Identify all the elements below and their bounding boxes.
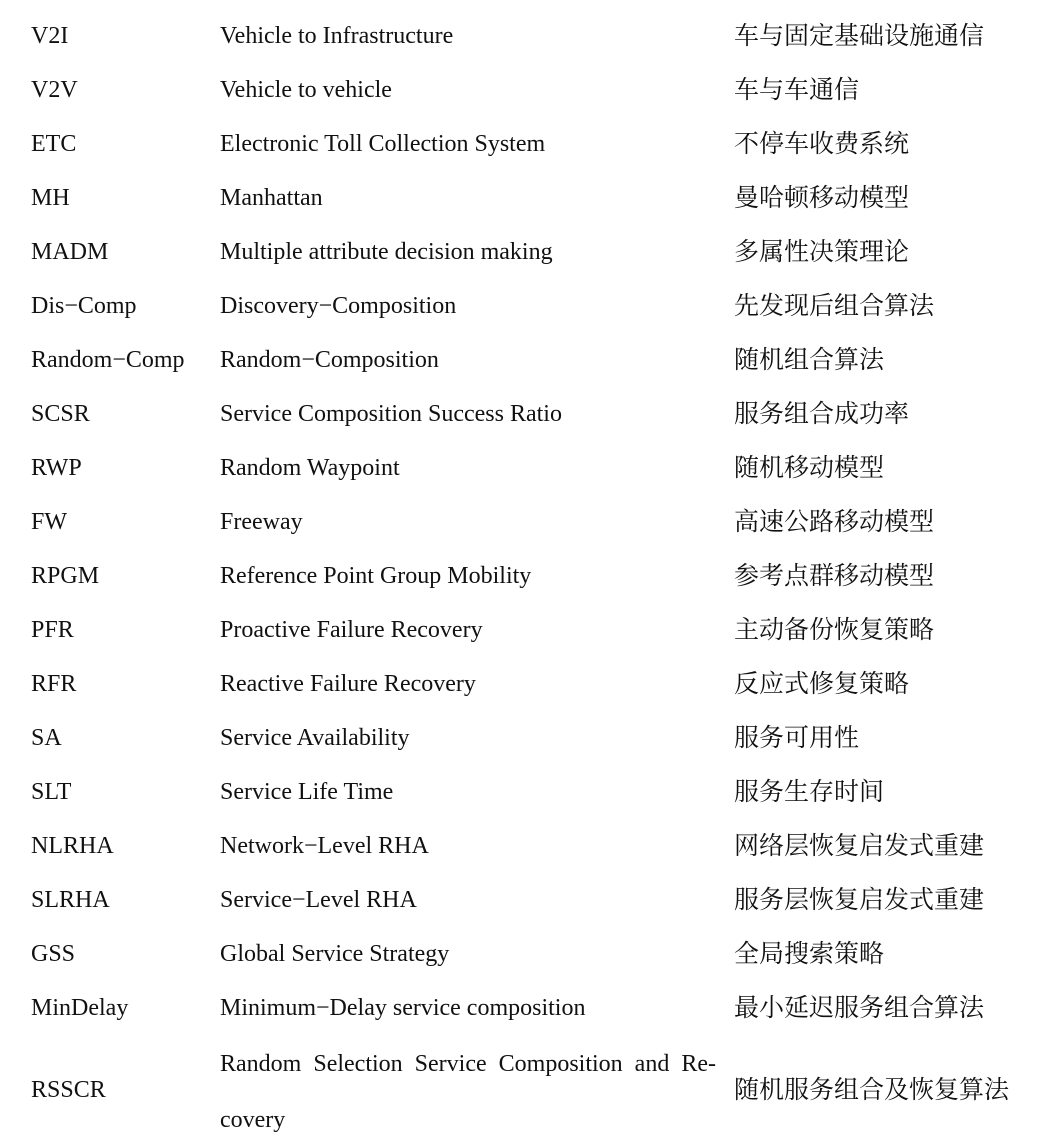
english-term: Multiple attribute decision making [220, 239, 553, 265]
chinese-term: 随机组合算法 [734, 345, 885, 374]
chinese-term: 车与固定基础设施通信 [734, 21, 985, 50]
english-term: Manhattan [220, 185, 323, 211]
chinese-term: 高速公路移动模型 [734, 507, 935, 536]
abbreviation: V2I [31, 23, 69, 49]
abbreviation: MADM [31, 239, 109, 265]
table-row [0, 927, 1062, 981]
table-row [0, 981, 1062, 1035]
english-term: Network−Level RHA [220, 833, 429, 859]
abbreviation: PFR [31, 617, 74, 643]
english-term: Random Waypoint [220, 455, 400, 481]
table-row [0, 9, 1062, 63]
chinese-term: 服务可用性 [734, 723, 860, 752]
chinese-term: 最小延迟服务组合算法 [734, 993, 985, 1022]
english-term: Global Service Strategy [220, 941, 450, 967]
table-row [0, 1036, 1062, 1144]
abbreviation: Dis−Comp [31, 293, 137, 319]
abbreviation: RFR [31, 671, 77, 697]
english-term: Minimum−Delay service composition [220, 995, 586, 1021]
table-row [0, 765, 1062, 819]
table-row [0, 549, 1062, 603]
english-term: Vehicle to vehicle [220, 77, 392, 103]
abbreviation: RSSCR [31, 1077, 106, 1103]
abbreviation: Random−Comp [31, 347, 185, 373]
table-row [0, 495, 1062, 549]
english-term: Freeway [220, 509, 303, 535]
abbreviation: SLRHA [31, 887, 110, 913]
chinese-term: 随机服务组合及恢复算法 [734, 1075, 1010, 1104]
table-row [0, 225, 1062, 279]
table-row [0, 333, 1062, 387]
english-term: Vehicle to Infrastructure [220, 23, 454, 49]
table-row [0, 387, 1062, 441]
english-term: Discovery−Composition [220, 293, 457, 319]
chinese-term: 先发现后组合算法 [734, 291, 935, 320]
abbreviation: NLRHA [31, 833, 114, 859]
table-row [0, 819, 1062, 873]
english-term: Proactive Failure Recovery [220, 617, 483, 643]
table-row [0, 63, 1062, 117]
english-term: Service Life Time [220, 779, 394, 805]
chinese-term: 主动备份恢复策略 [734, 615, 935, 644]
chinese-term: 全局搜索策略 [734, 939, 885, 968]
table-row [0, 171, 1062, 225]
english-term: Reactive Failure Recovery [220, 671, 476, 697]
english-term: Service−Level RHA [220, 887, 417, 913]
abbreviation: SCSR [31, 401, 90, 427]
chinese-term: 服务层恢复启发式重建 [734, 885, 985, 914]
table-row [0, 279, 1062, 333]
chinese-term: 随机移动模型 [734, 453, 885, 482]
english-term: Random Selection Service Composition and Re-covery [220, 1051, 716, 1133]
chinese-term: 不停车收费系统 [734, 129, 910, 158]
english-term: Electronic Toll Collection System [220, 131, 546, 157]
abbreviation: MinDelay [31, 995, 129, 1021]
table-row [0, 441, 1062, 495]
abbreviation: RWP [31, 455, 82, 481]
chinese-term: 多属性决策理论 [734, 237, 910, 266]
english-term: Random−Composition [220, 347, 439, 373]
chinese-term: 网络层恢复启发式重建 [734, 831, 985, 860]
abbreviation: V2V [31, 77, 78, 103]
chinese-term: 服务组合成功率 [734, 399, 910, 428]
table-row [0, 657, 1062, 711]
english-term: Service Availability [220, 725, 410, 751]
chinese-term: 参考点群移动模型 [734, 561, 935, 590]
abbreviation: ETC [31, 131, 77, 157]
abbreviation: SLT [31, 779, 72, 805]
abbreviation: RPGM [31, 563, 100, 589]
chinese-term: 反应式修复策略 [734, 669, 910, 698]
chinese-term: 服务生存时间 [734, 777, 885, 806]
abbreviation: GSS [31, 941, 76, 967]
table-row [0, 603, 1062, 657]
chinese-term: 曼哈顿移动模型 [734, 183, 910, 212]
abbreviation: SA [31, 725, 62, 751]
english-term: Reference Point Group Mobility [220, 563, 532, 589]
english-term: Service Composition Success Ratio [220, 401, 562, 427]
table-row [0, 711, 1062, 765]
abbreviation: MH [31, 185, 70, 211]
table-row [0, 117, 1062, 171]
chinese-term: 车与车通信 [734, 75, 860, 104]
abbreviation: FW [31, 509, 67, 535]
table-row [0, 873, 1062, 927]
